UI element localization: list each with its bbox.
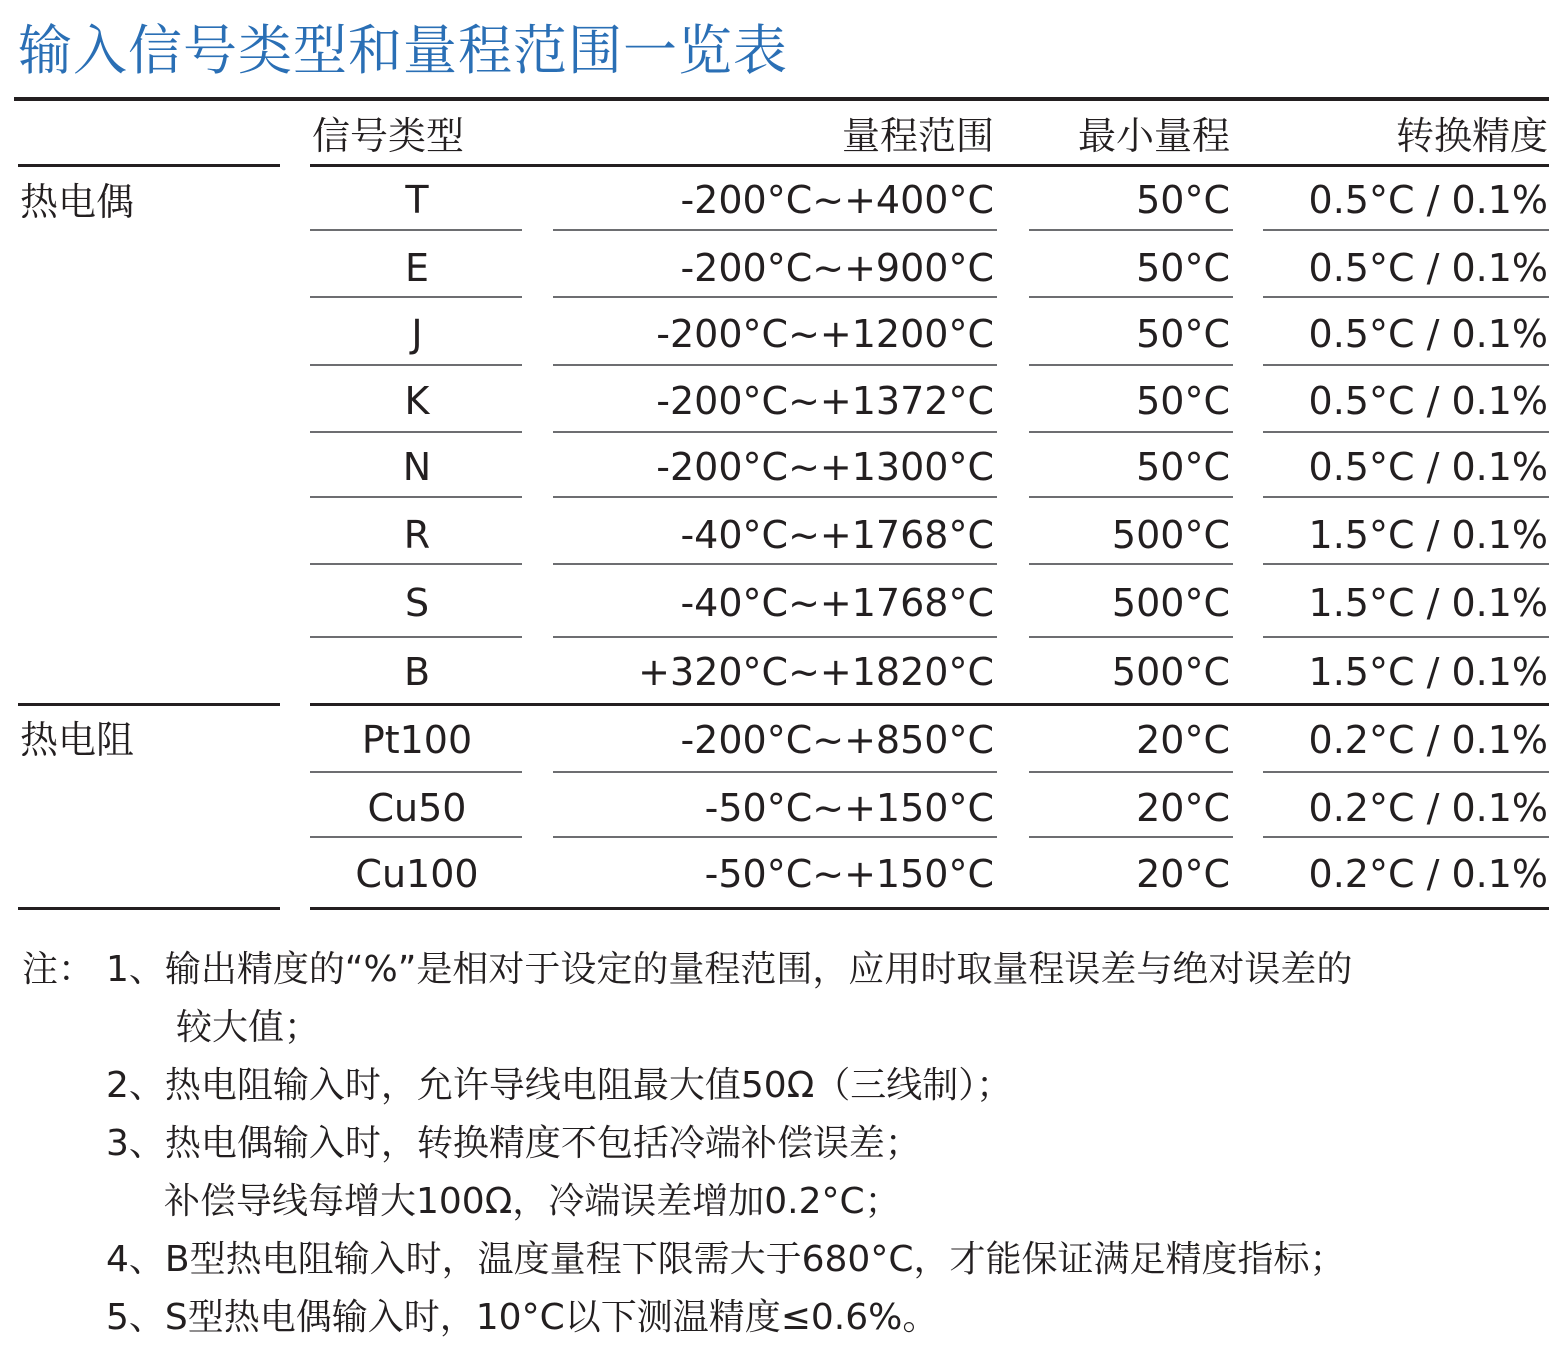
cell-min-span: 50°C xyxy=(1136,312,1230,356)
row-divider xyxy=(553,636,997,638)
row-divider xyxy=(310,296,522,298)
row-divider xyxy=(1029,563,1233,565)
row-divider xyxy=(310,431,522,433)
cell-min-span: 500°C xyxy=(1111,513,1230,557)
row-divider xyxy=(310,563,522,565)
cell-signal-type: R xyxy=(403,513,431,557)
row-divider xyxy=(1029,364,1233,366)
cell-range: +320°C~+1820°C xyxy=(638,650,994,694)
row-divider xyxy=(553,296,997,298)
cell-range: -200°C~+1200°C xyxy=(656,312,994,356)
cell-min-span: 50°C xyxy=(1136,246,1230,290)
row-divider xyxy=(310,836,522,838)
cell-min-span: 20°C xyxy=(1136,718,1230,762)
row-divider xyxy=(1263,296,1549,298)
cell-accuracy: 1.5°C / 0.1% xyxy=(1308,650,1548,694)
row-divider xyxy=(1263,229,1549,231)
header-signal-type: 信号类型 xyxy=(312,114,465,158)
group-label-rtd: 热电阻 xyxy=(20,718,135,762)
cell-range: -50°C~+150°C xyxy=(704,786,994,830)
note-line: 1、输出精度的“%”是相对于设定的量程范围，应用时取量程误差与绝对误差的 xyxy=(106,949,1353,990)
note-line: 5、S型热电偶输入时，10°C以下测温精度≤0.6%。 xyxy=(106,1297,939,1338)
row-divider xyxy=(553,563,997,565)
cell-signal-type: Cu50 xyxy=(367,786,467,830)
row-divider xyxy=(1029,496,1233,498)
row-divider xyxy=(1263,364,1549,366)
row-divider xyxy=(553,771,997,773)
table-bottom-rule-left xyxy=(18,907,280,910)
row-divider xyxy=(1029,431,1233,433)
cell-accuracy: 0.2°C / 0.1% xyxy=(1308,786,1548,830)
note-line: 补偿导线每增大100Ω，冷端误差增加0.2°C； xyxy=(164,1181,901,1222)
cell-accuracy: 0.5°C / 0.1% xyxy=(1308,178,1548,222)
header-rule-left xyxy=(18,164,280,167)
row-divider xyxy=(310,229,522,231)
title-divider xyxy=(14,97,1549,101)
row-divider xyxy=(310,496,522,498)
cell-min-span: 20°C xyxy=(1136,786,1230,830)
cell-accuracy: 0.5°C / 0.1% xyxy=(1308,379,1548,423)
cell-min-span: 50°C xyxy=(1136,445,1230,489)
cell-accuracy: 0.2°C / 0.1% xyxy=(1308,718,1548,762)
cell-range: -200°C~+1300°C xyxy=(656,445,994,489)
cell-signal-type: Cu100 xyxy=(355,852,479,896)
row-divider xyxy=(1263,771,1549,773)
row-divider xyxy=(1263,636,1549,638)
cell-min-span: 500°C xyxy=(1111,650,1230,694)
cell-min-span: 50°C xyxy=(1136,379,1230,423)
cell-signal-type: K xyxy=(404,379,430,423)
cell-accuracy: 0.5°C / 0.1% xyxy=(1308,246,1548,290)
row-divider xyxy=(1029,836,1233,838)
cell-signal-type: B xyxy=(403,650,431,694)
note-line: 3、热电偶输入时，转换精度不包括冷端补偿误差； xyxy=(106,1123,921,1164)
notes-prefix: 注： xyxy=(22,949,95,990)
cell-signal-type: E xyxy=(404,246,429,290)
cell-range: -40°C~+1768°C xyxy=(680,581,994,625)
row-divider xyxy=(1029,229,1233,231)
row-divider xyxy=(1263,836,1549,838)
cell-signal-type: Pt100 xyxy=(361,718,473,762)
row-divider xyxy=(310,364,522,366)
cell-range: -50°C~+150°C xyxy=(704,852,994,896)
row-divider xyxy=(310,636,522,638)
cell-signal-type: N xyxy=(402,445,432,489)
header-range: 量程范围 xyxy=(841,114,994,158)
row-divider xyxy=(1263,563,1549,565)
row-divider xyxy=(1029,636,1233,638)
note-line: 4、B型热电阻输入时，温度量程下限需大于680°C，才能保证满足精度指标； xyxy=(106,1239,1346,1280)
cell-range: -40°C~+1768°C xyxy=(680,513,994,557)
group-separator-left xyxy=(18,703,280,706)
note-line: 2、热电阻输入时，允许导线电阻最大值50Ω（三线制）； xyxy=(106,1065,1013,1106)
group-label-thermocouple: 热电偶 xyxy=(20,180,135,224)
row-divider xyxy=(553,229,997,231)
header-accuracy: 转换精度 xyxy=(1395,114,1548,158)
cell-signal-type: S xyxy=(404,581,430,625)
row-divider xyxy=(553,364,997,366)
header-rule-right xyxy=(310,164,1549,167)
row-divider xyxy=(553,431,997,433)
cell-range: -200°C~+850°C xyxy=(680,718,994,762)
cell-min-span: 20°C xyxy=(1136,852,1230,896)
group-separator-right xyxy=(310,703,1549,706)
row-divider xyxy=(1263,496,1549,498)
cell-range: -200°C~+400°C xyxy=(680,178,994,222)
note-line: 较大值； xyxy=(176,1007,321,1048)
cell-min-span: 500°C xyxy=(1111,581,1230,625)
page-title: 输入信号类型和量程范围一览表 xyxy=(18,19,788,82)
cell-accuracy: 1.5°C / 0.1% xyxy=(1308,581,1548,625)
row-divider xyxy=(310,771,522,773)
row-divider xyxy=(1029,296,1233,298)
cell-range: -200°C~+1372°C xyxy=(656,379,994,423)
row-divider xyxy=(1029,771,1233,773)
row-divider xyxy=(553,496,997,498)
header-min-span: 最小量程 xyxy=(1077,114,1230,158)
cell-accuracy: 1.5°C / 0.1% xyxy=(1308,513,1548,557)
cell-signal-type: T xyxy=(405,178,429,222)
row-divider xyxy=(1263,431,1549,433)
cell-min-span: 50°C xyxy=(1136,178,1230,222)
cell-range: -200°C~+900°C xyxy=(680,246,994,290)
row-divider xyxy=(553,836,997,838)
cell-accuracy: 0.5°C / 0.1% xyxy=(1308,312,1548,356)
cell-signal-type: J xyxy=(411,312,423,356)
cell-accuracy: 0.2°C / 0.1% xyxy=(1308,852,1548,896)
cell-accuracy: 0.5°C / 0.1% xyxy=(1308,445,1548,489)
table-bottom-rule-right xyxy=(310,907,1549,910)
